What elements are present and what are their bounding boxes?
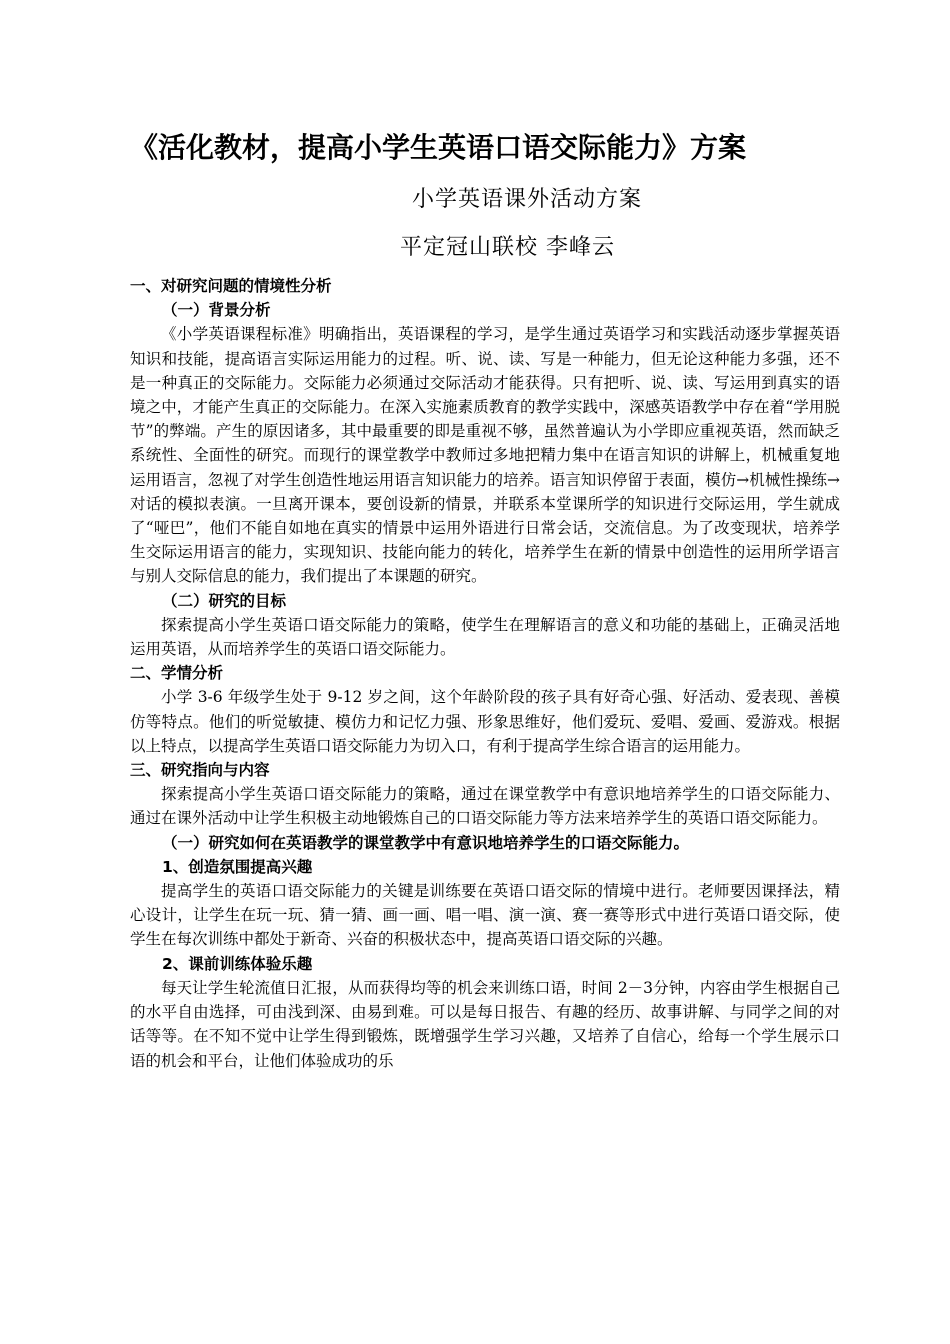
section-heading-3: 三、研究指向与内容 (130, 761, 270, 780)
paragraph-goal: 探索提高小学生英语口语交际能力的策略，使学生在理解语言的意义和功能的基础上，正确灵活地运用英语，从而培养学生的英语口语交际能力。 (130, 615, 840, 659)
document-subtitle: 小学英语课外活动方案 (412, 187, 643, 212)
paragraph-research-content: 探索提高小学生英语口语交际能力的策略，通过在课堂教学中有意识地培养学生的口语交际能力、通过在课外活动中让学生积极主动地锻炼自己的口语交际能力等方法来培养学生的英语口语交际能力。 (130, 785, 840, 828)
paragraph-learner-analysis: 小学 3-6 年级学生处于 9-12 岁之间，这个年龄阶段的孩子具有好奇心强、好活动、爱表现、善模仿等特点。他们的听觉敏捷、模仿力和记忆力强、形象思维好，他们爱玩、爱唱、爱画、爱游戏。根据以上特点，以提高学生英语口语交际能力为切入口，有利于提高学生综合语言的运用能力。 (130, 688, 840, 755)
section-heading-1: 一、对研究问题的情境性分析 (130, 277, 332, 295)
subsection-heading-goal: （二）研究的目标 (162, 591, 287, 610)
document-body (130, 274, 840, 1073)
document-title: 《活化教材，提高小学生英语口语交际能力》方案 (130, 131, 747, 164)
paragraph-pre-class: 每天让学生轮流值日汇报，从而获得均等的机会来训练口语，时间 2－3分钟，内容由学生根据自己的水平自由选择，可由浅到深、由易到难。可以是每日报告、有趣的经历、故事讲解、与同学之间的对话等等。在不知不觉中让学生得到锻炼，既增强学生学习兴趣，又培养了自信心，给每一个学生展示口语的机会和平台，让他们体验成功的乐 (130, 978, 840, 1070)
paragraph-background: 《小学英语课程标准》明确指出，英语课程的学习，是学生通过英语学习和实践活动逐步掌握英语知识和技能，提高语言实际运用能力的过程。听、说、读、写是一种能力，但无论这种能力多强，还不是一种真正的交际能力。交际能力必须通过交际活动才能获得。只有把听、说、读、写运用到真实的语境之中，才能产生真正的交际能力。在深入实施素质教育的教学实践中，深感英语教学中存在着“学用脱节”的弊端。产生的原因诸多，其中最重要的即是重视不够，虽然普遍认为小学即应重视英语，然而缺乏系统性、全面性的研究。而现行的课堂教学中教师过多地把精力集中在语言知识的讲解上，机械重复地运用语言，忽视了对学生创造性地运用语言知识能力的培养。语言知识停留于表面，模仿→机械性操练→对话的模拟表演。一旦离开课本，要创设新的情景，并联系本堂课所学的知识进行交际运用，学生就成了“哑巴”，他们不能自如地在真实的情景中运用外语进行日常会话，交流信息。为了改变现状，培养学生交际运用语言的能力，实现知识、技能向能力的转化，培养学生在新的情景中创造性的运用所学语言与别人交际信息的能力，我们提出了本课题的研究。 (130, 325, 840, 586)
subsection-heading-background: （一）背景分析 (162, 301, 271, 320)
document-author: 平定冠山联校 李峰云 (400, 235, 615, 260)
item-heading-atmosphere: 1、创造氛围提高兴趣 (162, 857, 313, 876)
paragraph-atmosphere: 提高学生的英语口语交际能力的关键是训练要在英语口语交际的情境中进行。老师要因课择法，精心设计，让学生在玩一玩、猜一猜、画一画、唱一唱、演一演、赛一赛等形式中进行英语口语交际，使学生在每次训练中都处于新奇、兴奋的积极状态中，提高英语口语交际的兴趣。 (130, 882, 840, 949)
section-heading-2: 二、学情分析 (130, 664, 224, 683)
item-heading-pre-class: 2、课前训练体验乐趣 (162, 954, 313, 973)
subsection-heading-classroom: （一）研究如何在英语教学的课堂教学中有意识地培养学生的口语交际能力。 (162, 833, 690, 852)
